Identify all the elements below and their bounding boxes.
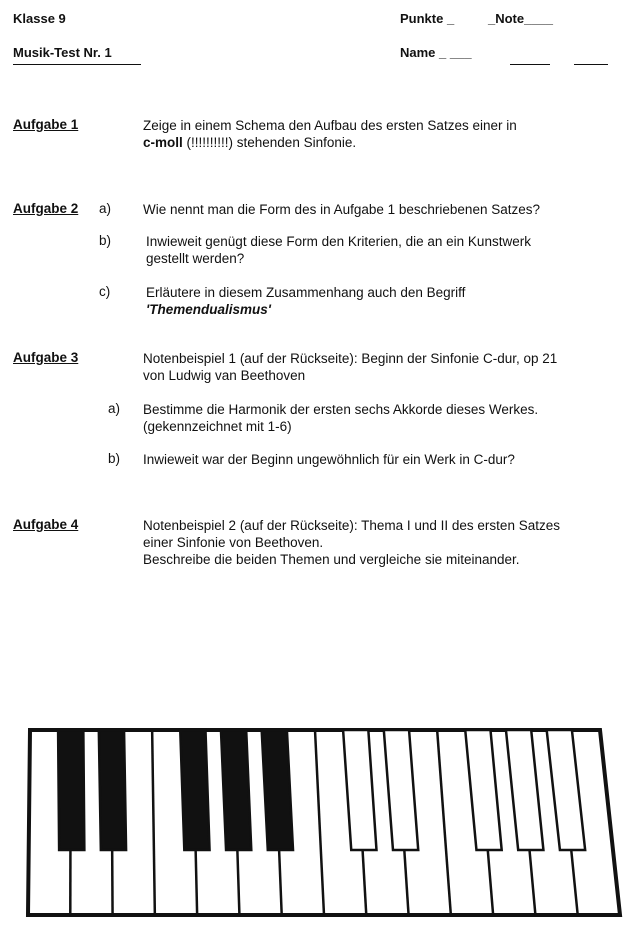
task-3a-marker: a) <box>108 401 121 416</box>
task-3-intro: Notenbeispiel 1 (auf der Rückseite): Beginn der Sinfonie C-dur, op 21 von Ludwig van Beethoven <box>143 351 558 383</box>
black-key-filled <box>221 730 251 850</box>
points-label: Punkte _ <box>400 11 455 26</box>
white-key-divider <box>315 730 324 915</box>
test-title: Musik-Test Nr. 1 <box>13 45 112 60</box>
task-2-label: Aufgabe 2 <box>13 201 79 216</box>
white-key-divider <box>152 730 155 915</box>
task-3a-text: Bestimme die Harmonik der ersten sechs Akkorde dieses Werkes. (gekennzeichnet mit 1-6) <box>143 402 539 434</box>
white-key-divider <box>437 730 451 915</box>
task-3b-text: Inwieweit war der Beginn ungewöhnlich für ein Werk in C-dur? <box>143 452 515 467</box>
task-3b-marker: b) <box>108 451 121 466</box>
task-1-text: Zeige in einem Schema den Aufbau des ersten Satzes einer in c-moll (!!!!!!!!!!) stehenden Sinfonie. <box>143 118 517 150</box>
grade-label: _Note____ <box>488 11 554 26</box>
black-key-outlined <box>547 730 585 850</box>
black-key-outlined <box>506 730 543 850</box>
task-2b-text: Inwieweit genügt diese Form den Kriterien, die an ein Kunstwerk gestellt werden? <box>146 234 531 266</box>
task-1-key: c-moll <box>143 135 183 150</box>
task-2c-term: 'Themendualismus' <box>146 302 271 317</box>
task-4-label: Aufgabe 4 <box>13 517 79 532</box>
task-3-label: Aufgabe 3 <box>13 350 79 365</box>
task-1-label: Aufgabe 1 <box>13 117 79 132</box>
task-2a-text: Wie nennt man die Form des in Aufgabe 1 beschriebenen Satzes? <box>143 202 540 217</box>
black-key-outlined <box>465 730 501 850</box>
black-key-outlined <box>384 730 418 850</box>
task-2c-text: Erläutere in diesem Zusammenhang auch den Begriff 'Themendualismus' <box>146 284 616 318</box>
black-key-outlined <box>343 730 376 850</box>
task-2b-marker: b) <box>99 233 112 248</box>
black-key-filled <box>99 730 126 850</box>
task-4-text: Notenbeispiel 2 (auf der Rückseite): Thema I und II des ersten Satzes einer Sinfonie von Beethoven. Beschreibe die beiden Themen und vergleiche sie miteinander. <box>143 518 560 567</box>
task-2c-marker: c) <box>99 284 111 299</box>
class-label: Klasse 9 <box>13 11 66 26</box>
black-key-filled <box>180 730 209 850</box>
name-label: Name _ ___ <box>400 45 472 60</box>
black-key-filled <box>58 730 84 850</box>
black-key-filled <box>262 730 293 850</box>
task-2a-marker: a) <box>99 201 112 216</box>
